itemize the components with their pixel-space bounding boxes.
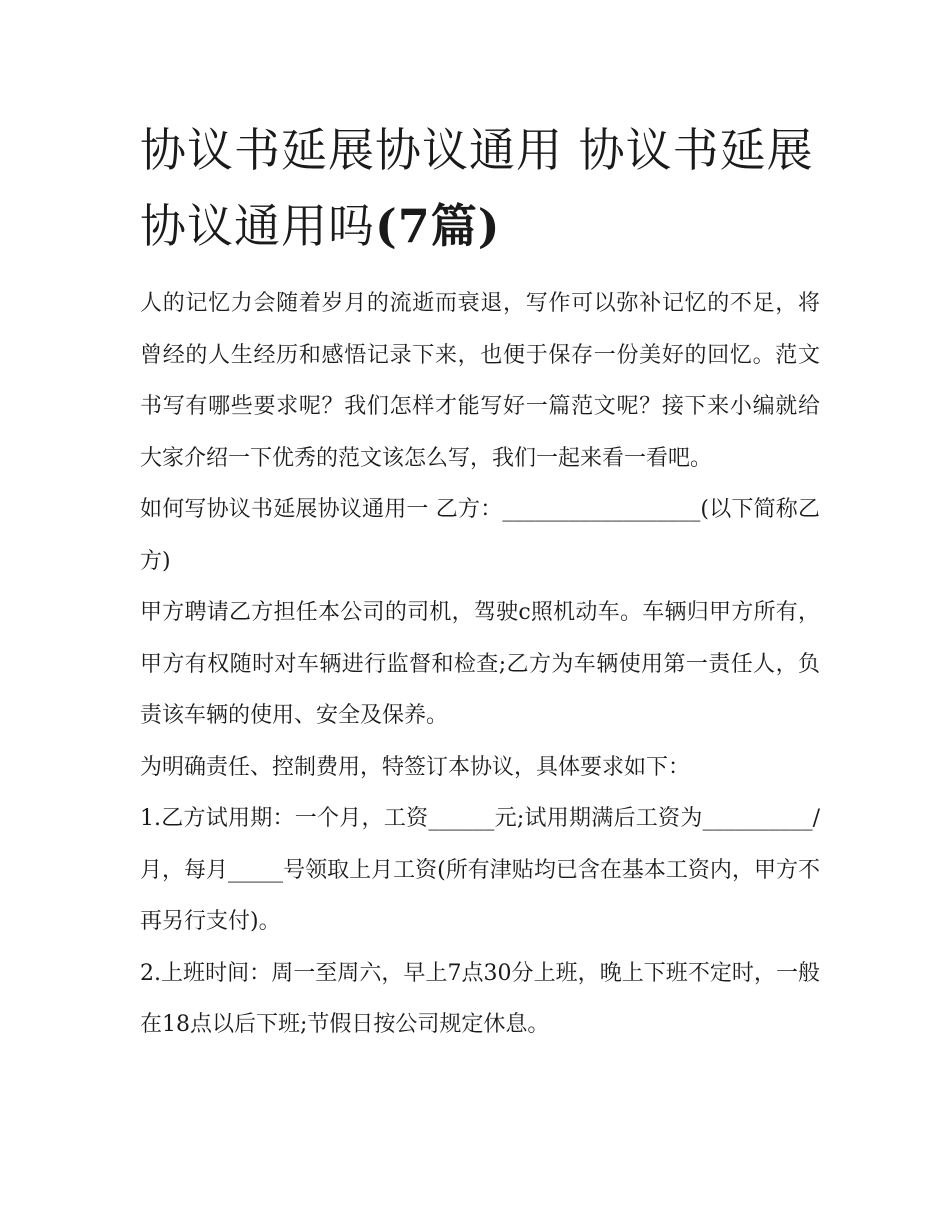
paragraph-clause-1: 1.乙方试用期：一个月，工资______元;试用期满后工资为__________/月，每月_____号领取上月工资(所有津贴均已含在基本工资内，甲方不再另行支付)。	[140, 806, 820, 934]
paragraph-clause-2: 2.上班时间：周一至周六，早上7点30分上班，晚上下班不定时，一般在18点以后下班;节假日按公司规定休息。	[140, 960, 820, 1037]
title-main: 协议书延展协议通用 协议书延展协议通用吗	[140, 123, 814, 253]
paragraph-purpose: 为明确责任、控制费用，特签订本协议，具体要求如下：	[140, 754, 691, 780]
paragraph-intro: 人的记忆力会随着岁月的流逝而衰退，写作可以弥补记忆的不足，将曾经的人生经历和感悟记录下来，也便于保存一份美好的回忆。范文书写有哪些要求呢？我们怎样才能写好一篇范文呢？接下来小编就给大家介绍一下优秀的范文该怎么写，我们一起来看一看吧。	[140, 291, 820, 471]
paragraph-employment: 甲方聘请乙方担任本公司的司机，驾驶c照机动车。车辆归甲方所有，甲方有权随时对车辆进行监督和检查;乙方为车辆使用第一责任人，负责该车辆的使用、安全及保养。	[140, 600, 820, 728]
paragraph-party-b: 如何写协议书延展协议通用一 乙方：__________________(以下简称乙方)	[140, 497, 820, 574]
document-page	[140, 112, 820, 1051]
document-title	[140, 112, 820, 264]
title-suffix: (7篇)	[375, 199, 501, 253]
